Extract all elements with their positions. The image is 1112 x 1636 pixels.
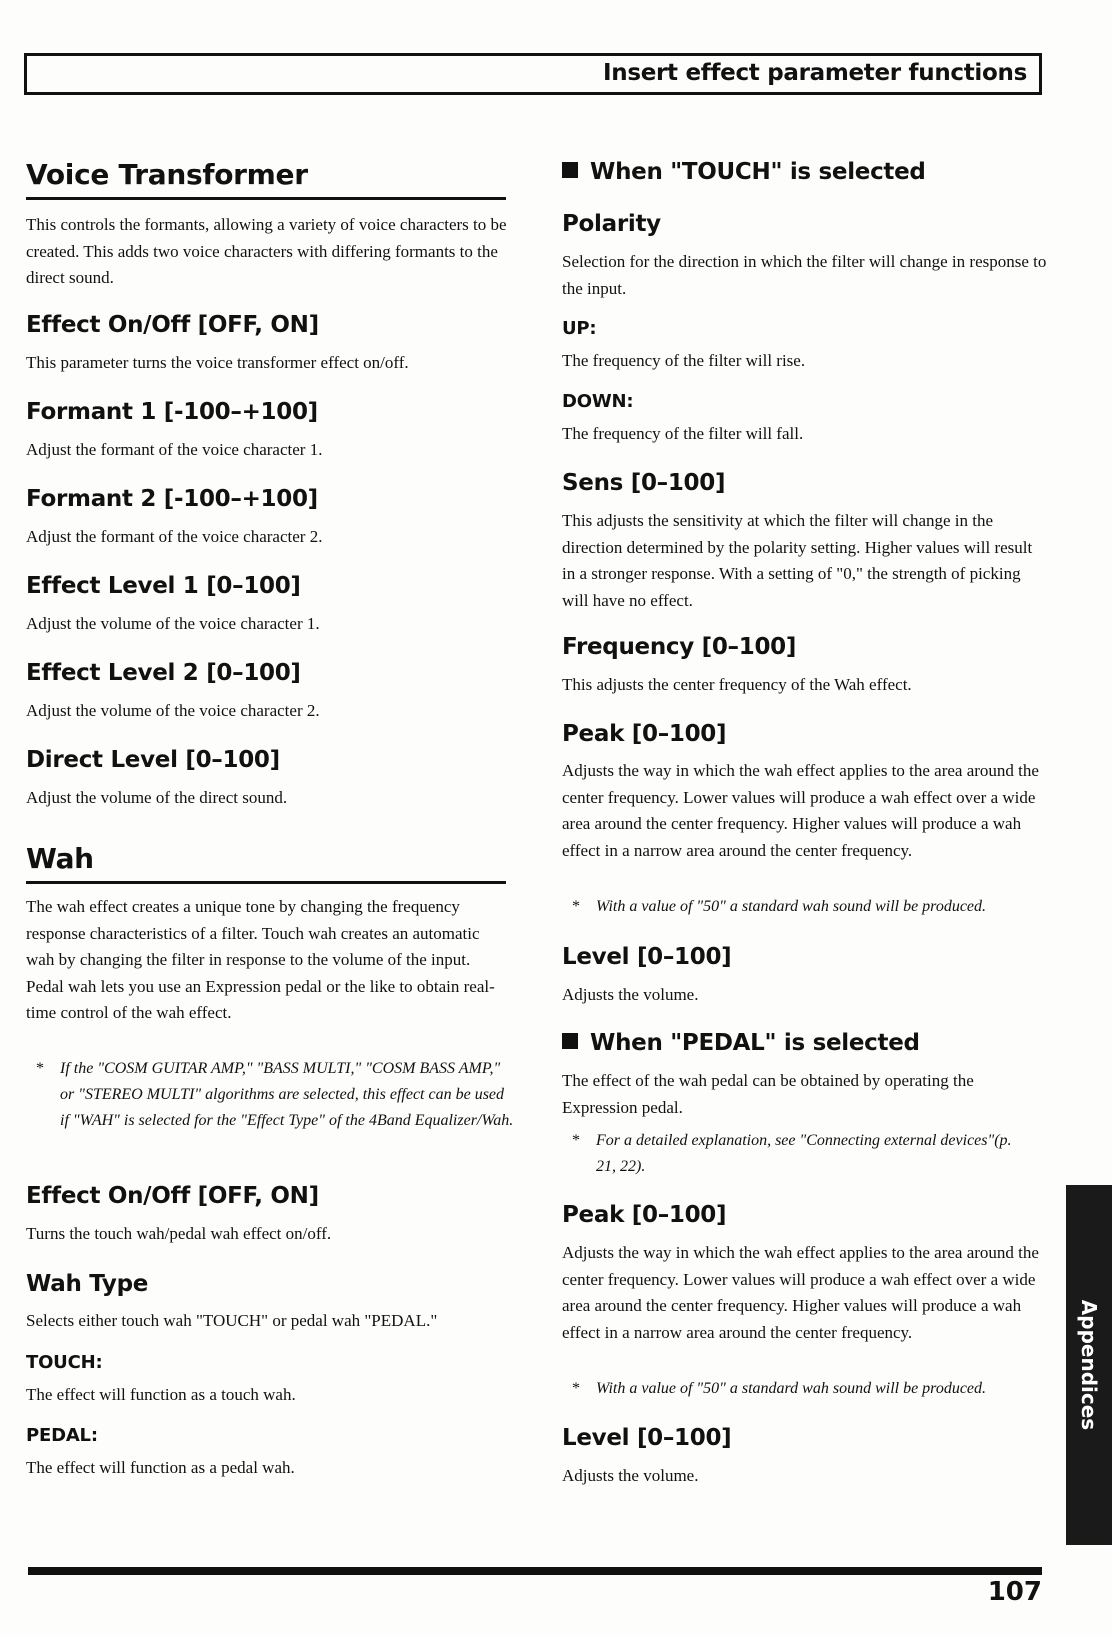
wah-effect-onoff-heading: Effect On/Off [OFF, ON] — [26, 1183, 319, 1209]
side-tab-label: Appendices — [1077, 1299, 1101, 1431]
header-box — [24, 53, 1042, 95]
sens-desc: This adjusts the sensitivity at which the filter will change in the direction determined by the polarity setting. Higher values will result in a stronger response. With a setting of "0," the strength of picking will have no effect. — [562, 511, 1033, 610]
wah-type-desc: Selects either touch wah "TOUCH" or pedal wah "PEDAL." — [26, 1311, 438, 1330]
wah-heading: Wah — [26, 842, 506, 884]
polarity-desc: Selection for the direction in which the filter will change in response to the input. — [562, 252, 1047, 298]
wah-note — [36, 1056, 516, 1134]
pedal-section-note — [572, 1128, 1016, 1180]
frequency-heading: Frequency [0–100] — [562, 634, 797, 660]
down-label: DOWN: — [562, 391, 634, 412]
touch-section-heading — [562, 159, 926, 185]
touch-level-desc: Adjusts the volume. — [562, 985, 699, 1004]
up-desc: The frequency of the filter will rise. — [562, 351, 806, 370]
voice-transformer-heading: Voice Transformer — [26, 158, 506, 200]
pedal-peak-note — [572, 1376, 1056, 1402]
vt-effect-level2-heading: Effect Level 2 [0–100] — [26, 660, 301, 686]
asterisk-icon: * — [36, 1060, 44, 1077]
touch-desc: The effect will function as a touch wah. — [26, 1385, 296, 1404]
asterisk-icon: * — [572, 1380, 580, 1397]
frequency-desc: This adjusts the center frequency of the Wah effect. — [562, 675, 912, 694]
vt-effect-onoff-desc: This parameter turns the voice transformer effect on/off. — [26, 353, 409, 372]
page-header-title: Insert effect parameter functions — [602, 60, 1027, 86]
vt-formant2-heading: Formant 2 [-100–+100] — [26, 486, 318, 512]
sens-heading: Sens [0–100] — [562, 470, 726, 496]
touch-peak-desc: Adjusts the way in which the wah effect applies to the area around the center frequency. Lower values will produce a wah effect over a wide area around the center frequency. Higher values will produce a wah effect in a narrow area around the center frequency. — [562, 761, 1039, 860]
touch-level-heading: Level [0–100] — [562, 944, 732, 970]
pedal-label: PEDAL: — [26, 1425, 98, 1446]
asterisk-icon: * — [572, 898, 580, 915]
page-number: 107 — [987, 1577, 1042, 1607]
appendices-side-tab — [1066, 1185, 1112, 1545]
square-bullet-icon — [562, 162, 578, 178]
vt-formant1-desc: Adjust the formant of the voice character 1. — [26, 440, 323, 459]
up-label: UP: — [562, 318, 597, 339]
pedal-section-note-text: For a detailed explanation, see "Connecting external devices"(p. 21, 22). — [596, 1132, 1012, 1175]
pedal-desc: The effect will function as a pedal wah. — [26, 1458, 295, 1477]
vt-direct-level-heading: Direct Level [0–100] — [26, 747, 280, 773]
touch-label: TOUCH: — [26, 1352, 103, 1373]
vt-formant1-heading: Formant 1 [-100–+100] — [26, 399, 318, 425]
square-bullet-icon — [562, 1033, 578, 1049]
wah-intro: The wah effect creates a unique tone by changing the frequency response characteristics of a filter. Touch wah creates an automatic wah by changing the filter in response to the volume of the input. Pedal wah lets you use an Expression pedal or the like to obtain real-time control of the wah effect. — [26, 897, 495, 1022]
asterisk-icon: * — [572, 1132, 580, 1149]
wah-type-heading: Wah Type — [26, 1271, 149, 1297]
pedal-section-intro: The effect of the wah pedal can be obtained by operating the Expression pedal. — [562, 1071, 974, 1117]
voice-transformer-intro: This controls the formants, allowing a variety of voice characters to be created. This adds two voice characters with differing formants to the direct sound. — [26, 215, 507, 287]
touch-peak-heading: Peak [0–100] — [562, 721, 727, 747]
vt-effect-level1-heading: Effect Level 1 [0–100] — [26, 573, 301, 599]
vt-direct-level-desc: Adjust the volume of the direct sound. — [26, 788, 288, 807]
pedal-level-heading: Level [0–100] — [562, 1425, 732, 1451]
touch-peak-note-text: With a value of "50" a standard wah sound will be produced. — [596, 898, 987, 915]
pedal-peak-note-text: With a value of "50" a standard wah sound will be produced. — [596, 1380, 987, 1397]
pedal-level-desc: Adjusts the volume. — [562, 1466, 699, 1485]
wah-effect-onoff-desc: Turns the touch wah/pedal wah effect on/off. — [26, 1224, 332, 1243]
pedal-section-title: When "PEDAL" is selected — [590, 1030, 920, 1056]
vt-effect-level1-desc: Adjust the volume of the voice character 1. — [26, 614, 320, 633]
pedal-section-heading — [562, 1030, 920, 1056]
down-desc: The frequency of the filter will fall. — [562, 424, 804, 443]
vt-formant2-desc: Adjust the formant of the voice character 2. — [26, 527, 323, 546]
touch-section-title: When "TOUCH" is selected — [590, 159, 926, 185]
footer-rule — [28, 1567, 1042, 1575]
vt-effect-level2-desc: Adjust the volume of the voice character 2. — [26, 701, 320, 720]
pedal-peak-heading: Peak [0–100] — [562, 1202, 727, 1228]
polarity-heading: Polarity — [562, 211, 661, 237]
touch-peak-note — [572, 894, 1056, 920]
pedal-peak-desc: Adjusts the way in which the wah effect applies to the area around the center frequency. Lower values will produce a wah effect over a wide area around the center frequency. Higher values will produce a wah effect in a narrow area around the center frequency. — [562, 1243, 1039, 1342]
vt-effect-onoff-heading: Effect On/Off [OFF, ON] — [26, 312, 319, 338]
wah-note-text: If the "COSM GUITAR AMP," "BASS MULTI," "COSM BASS AMP," or "STEREO MULTI" algorithms are selected, this effect can be used if "WAH" is selected for the "Effect Type" of the 4Band Equalizer/Wah. — [60, 1060, 514, 1129]
